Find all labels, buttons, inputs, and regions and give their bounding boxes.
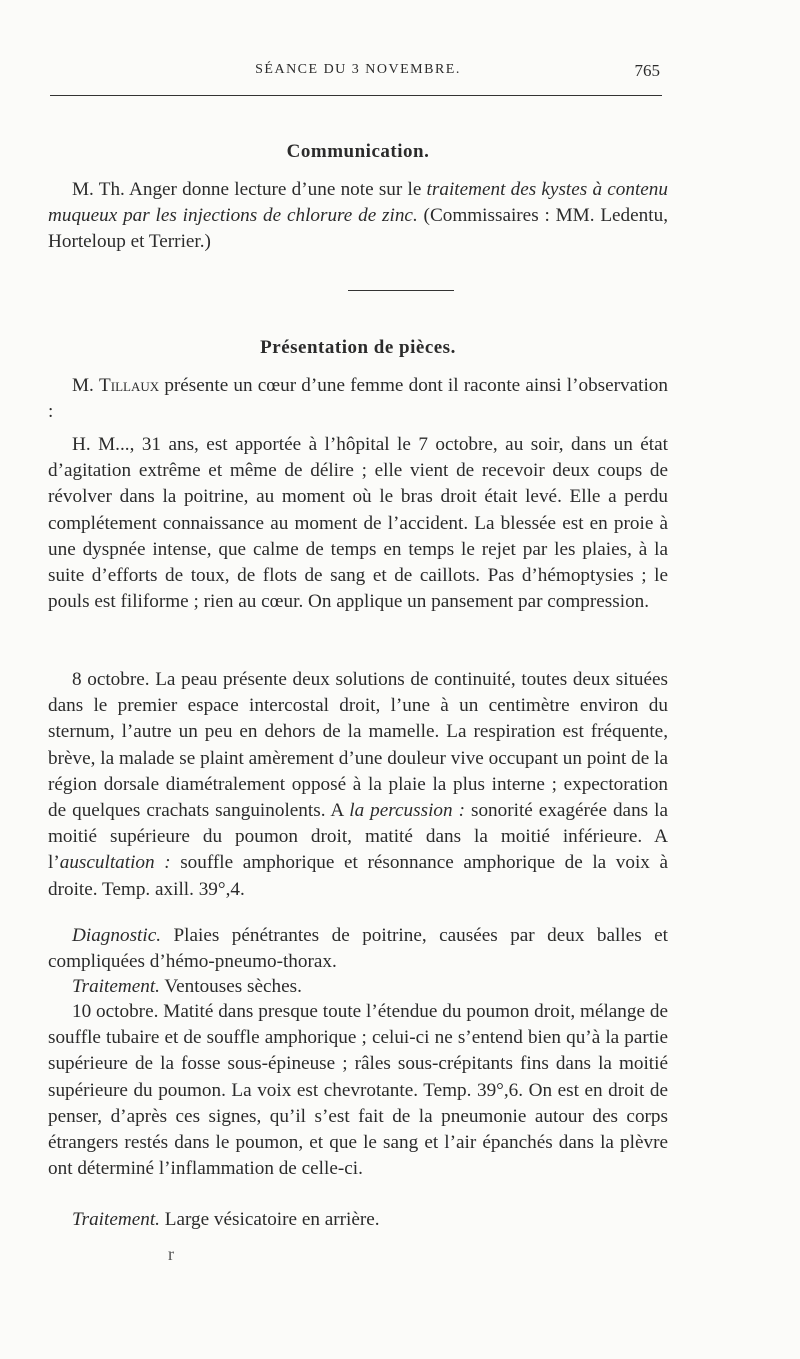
- paragraph-october-8: [48, 667, 668, 903]
- text-run: 8 octobre. La peau présente deux solutions de continuité, toutes deux situées dans le premier espace intercostal droit, l’une à un centimètre environ du sternum, l’autre un peu en dehors de la mamelle. La respiration est fréquente, brève, la malade se plaint amèrement d’une douleur vive occupant un point de la région dorsale diamétralement opposé à la plaie la plus interne ; expectoration de quelques crachats sanguinolents. A: [48, 669, 668, 822]
- italic-run: traitement des kystes à contenu muqueux par les injections de chlorure de zinc.: [48, 179, 668, 227]
- paragraph-communication: [48, 177, 668, 256]
- text-run: Plaies pénétrantes de poitrine, causées par deux balles et compliquées d’hémo-pneumo-thorax.: [48, 925, 668, 973]
- text-run: souffle amphorique et résonnance amphorique de la voix à droite. Temp. axill. 39°,4.: [48, 852, 668, 900]
- author-name: Tillaux: [99, 375, 160, 396]
- italic-run: Traitement.: [72, 1209, 160, 1230]
- page-number: 765: [634, 61, 660, 80]
- italic-run: Diagnostic.: [72, 925, 162, 946]
- paragraph-diagnostic: [48, 923, 668, 975]
- text-run: M. Th. Anger donne lecture d’une note sur le: [72, 179, 427, 200]
- paragraph-treatment-2: [48, 1207, 668, 1233]
- text-run: Ventouses sèches.: [159, 976, 302, 997]
- section-title-communication: Communication.: [286, 141, 430, 162]
- italic-run: Traitement.: [72, 976, 160, 997]
- text-run: M.: [72, 375, 100, 396]
- paragraph-intro: [48, 373, 668, 425]
- paragraph-october-10: 10 octobre. Matité dans presque toute l’étendue du poumon droit, mélange de souffle tubaire et de souffle amphorique ; celui-ci ne s’entend bien qu’à la partie supérieure de la fosse sous-épineuse ; râles sous-crépitants fins dans la moitié supérieure du poumon. La voix est chevrotante. Temp. 39°,6. On est en droit de penser, d’après ces signes, qu’il s’est fait de la pneumonie autour des corps étrangers restés dans le poumon, et que le sang et l’air épanchés dans la plèvre ont déterminé l’inflammation de celle-ci.: [48, 1001, 668, 1180]
- section-separator: [348, 290, 454, 291]
- paragraph-treatment-1: [48, 974, 668, 1000]
- text-run: sonorité exagérée dans la moitié supérieure du poumon droit, matité dans la moitié inférieure. A l’: [48, 800, 668, 874]
- text-run: Large vésicatoire en arrière.: [159, 1209, 380, 1230]
- page-header: [48, 62, 668, 86]
- paragraph-case-history: H. M..., 31 ans, est apportée à l’hôpital le 7 octobre, au soir, dans un état d’agitation extrême et même de délire ; elle vient de recevoir deux coups de révolver dans la poitrine, au moment où le bras droit était levé. Elle a perdu complétement connaissance au moment de l’accident. La blessée est en proie à une dyspnée intense, que calme de temps en temps le rejet par les plaies, à la suite d’efforts de toux, de flots de sang et de caillots. Pas d’hémoptysies ; le pouls est filiforme ; rien au cœur. On applique un pansement par compression.: [48, 434, 668, 613]
- italic-run: auscultation :: [59, 852, 171, 874]
- text-run: présente un cœur d’une femme dont il raconte ainsi l’observation :: [48, 375, 668, 423]
- text-run: (Commissaires : MM. Ledentu, Horteloup et Terrier.): [48, 205, 668, 253]
- italic-run: la percussion :: [349, 800, 465, 822]
- header-rule: [50, 95, 662, 96]
- running-head: SÉANCE DU 3 NOVEMBRE.: [255, 62, 461, 77]
- stray-mark: r: [168, 1244, 174, 1264]
- section-title-presentation: Présentation de pièces.: [260, 337, 456, 358]
